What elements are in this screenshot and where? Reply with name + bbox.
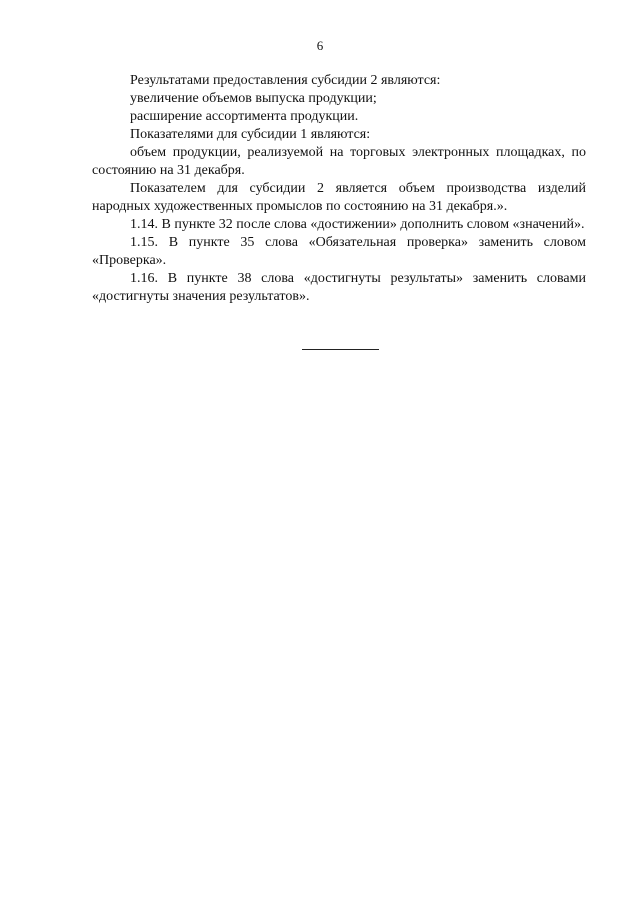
document-body (92, 72, 586, 306)
paragraph-volume-electronic-platforms: объем продукции, реализуемой на торговых электронных площадках, по состоянию на 31 декабря. (92, 145, 586, 178)
page-number: 6 (316, 38, 324, 53)
paragraph-results-subsidy-2: Результатами предоставления субсидии 2 являются: (130, 73, 441, 88)
end-divider-line (302, 349, 379, 350)
paragraph-indicators-subsidy-1: Показателями для субсидии 1 являются: (130, 127, 371, 142)
paragraph-item-1-15: 1.15. В пункте 35 слова «Обязательная проверка» заменить словом «Проверка». (92, 235, 586, 268)
paragraph-expand-assortment: расширение ассортимента продукции. (130, 109, 359, 124)
paragraph-item-1-14: 1.14. В пункте 32 после слова «достижении» дополнить словом «значений». (130, 217, 585, 232)
paragraph-increase-output: увеличение объемов выпуска продукции; (130, 91, 377, 106)
paragraph-indicator-subsidy-2: Показателем для субсидии 2 является объем производства изделий народных художественных промыслов по состоянию на 31 декабря.». (92, 181, 586, 214)
paragraph-item-1-16: 1.16. В пункте 38 слова «достигнуты результаты» заменить словами «достигнуты значения результатов». (92, 271, 586, 304)
